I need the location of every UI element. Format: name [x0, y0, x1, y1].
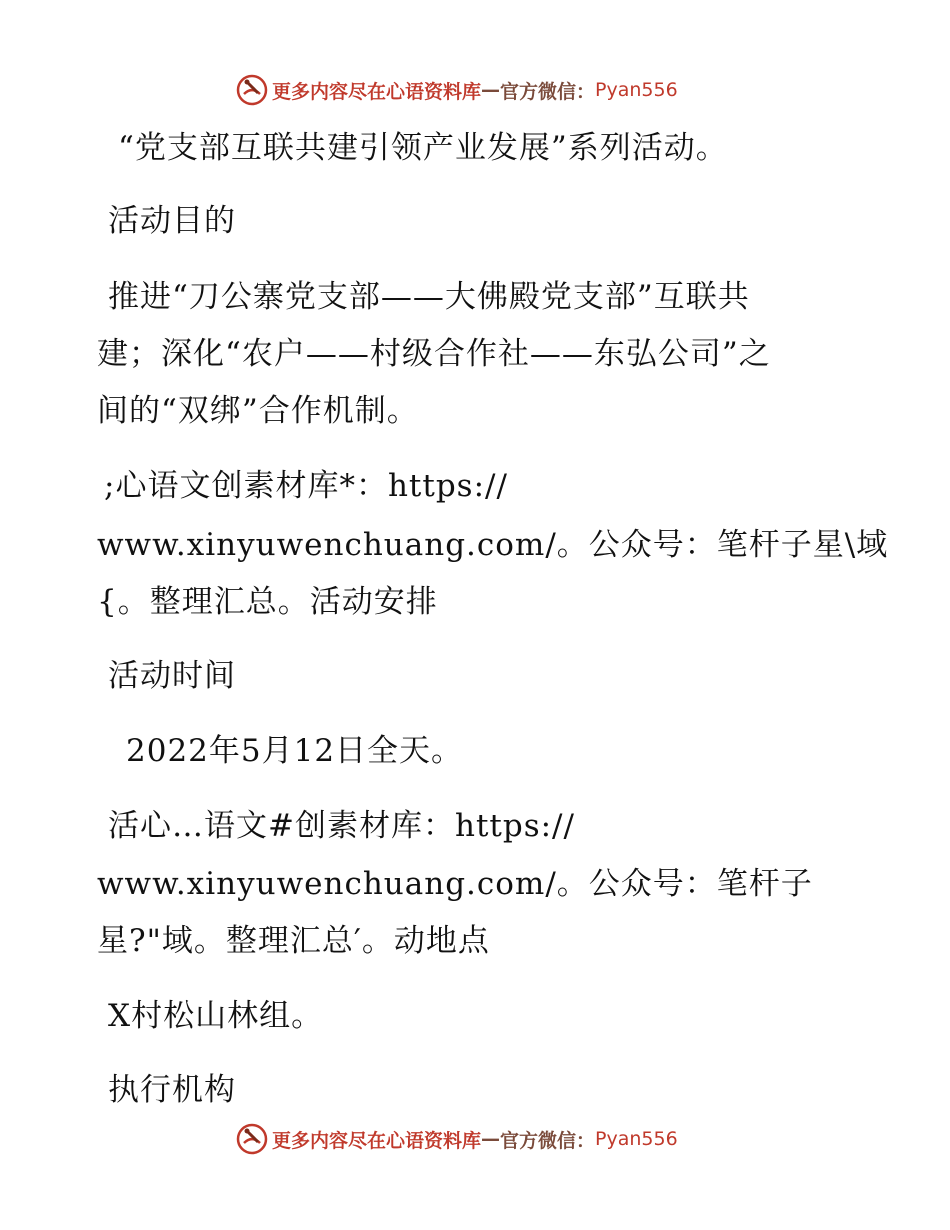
text-line: www.xinyuwenchuang.com/。公众号：笔杆子	[97, 866, 813, 902]
watermark-main: 更多内容尽在心语资料库	[272, 80, 482, 103]
text-line: 活心…语文#创素材库：https://	[108, 808, 575, 844]
watermark-wechat-id: Pyan556	[595, 1128, 678, 1150]
watermark-separator: —	[481, 79, 501, 101]
text-line: 建；深化“农户——村级合作社——东弘公司”之	[97, 336, 771, 372]
text-line: 推进“刀公寨党支部——大佛殿党支部”互联共	[108, 279, 750, 315]
watermark-separator: —	[481, 1128, 501, 1150]
section-heading: 执行机构	[108, 1072, 236, 1108]
book-pen-logo-icon	[236, 1123, 268, 1155]
footer-watermark	[236, 1122, 678, 1156]
watermark-wechat-id: Pyan556	[595, 79, 678, 101]
watermark-main: 更多内容尽在心语资料库	[272, 1129, 482, 1152]
text-line: www.xinyuwenchuang.com/。公众号：笔杆子星\域	[97, 527, 889, 563]
header-watermark	[236, 73, 678, 107]
section-heading: 活动时间	[108, 658, 236, 694]
text-line: 间的“双绑”合作机制。	[97, 393, 419, 429]
section-heading: 活动目的	[108, 203, 236, 239]
text-line: X村松山林组。	[108, 998, 324, 1034]
text-line: {。整理汇总。活动安排	[97, 584, 438, 620]
watermark-label: 官方微信：	[500, 80, 596, 103]
text-line: ;心语文创素材库*：https://	[104, 468, 508, 504]
text-line: 星?"域。整理汇总′。动地点	[97, 923, 490, 959]
book-pen-logo-icon	[236, 74, 268, 106]
watermark-label: 官方微信：	[500, 1129, 596, 1152]
text-line: 2022年5月12日全天。	[126, 733, 464, 769]
text-line: “党支部互联共建引领产业发展”系列活动。	[118, 130, 728, 166]
